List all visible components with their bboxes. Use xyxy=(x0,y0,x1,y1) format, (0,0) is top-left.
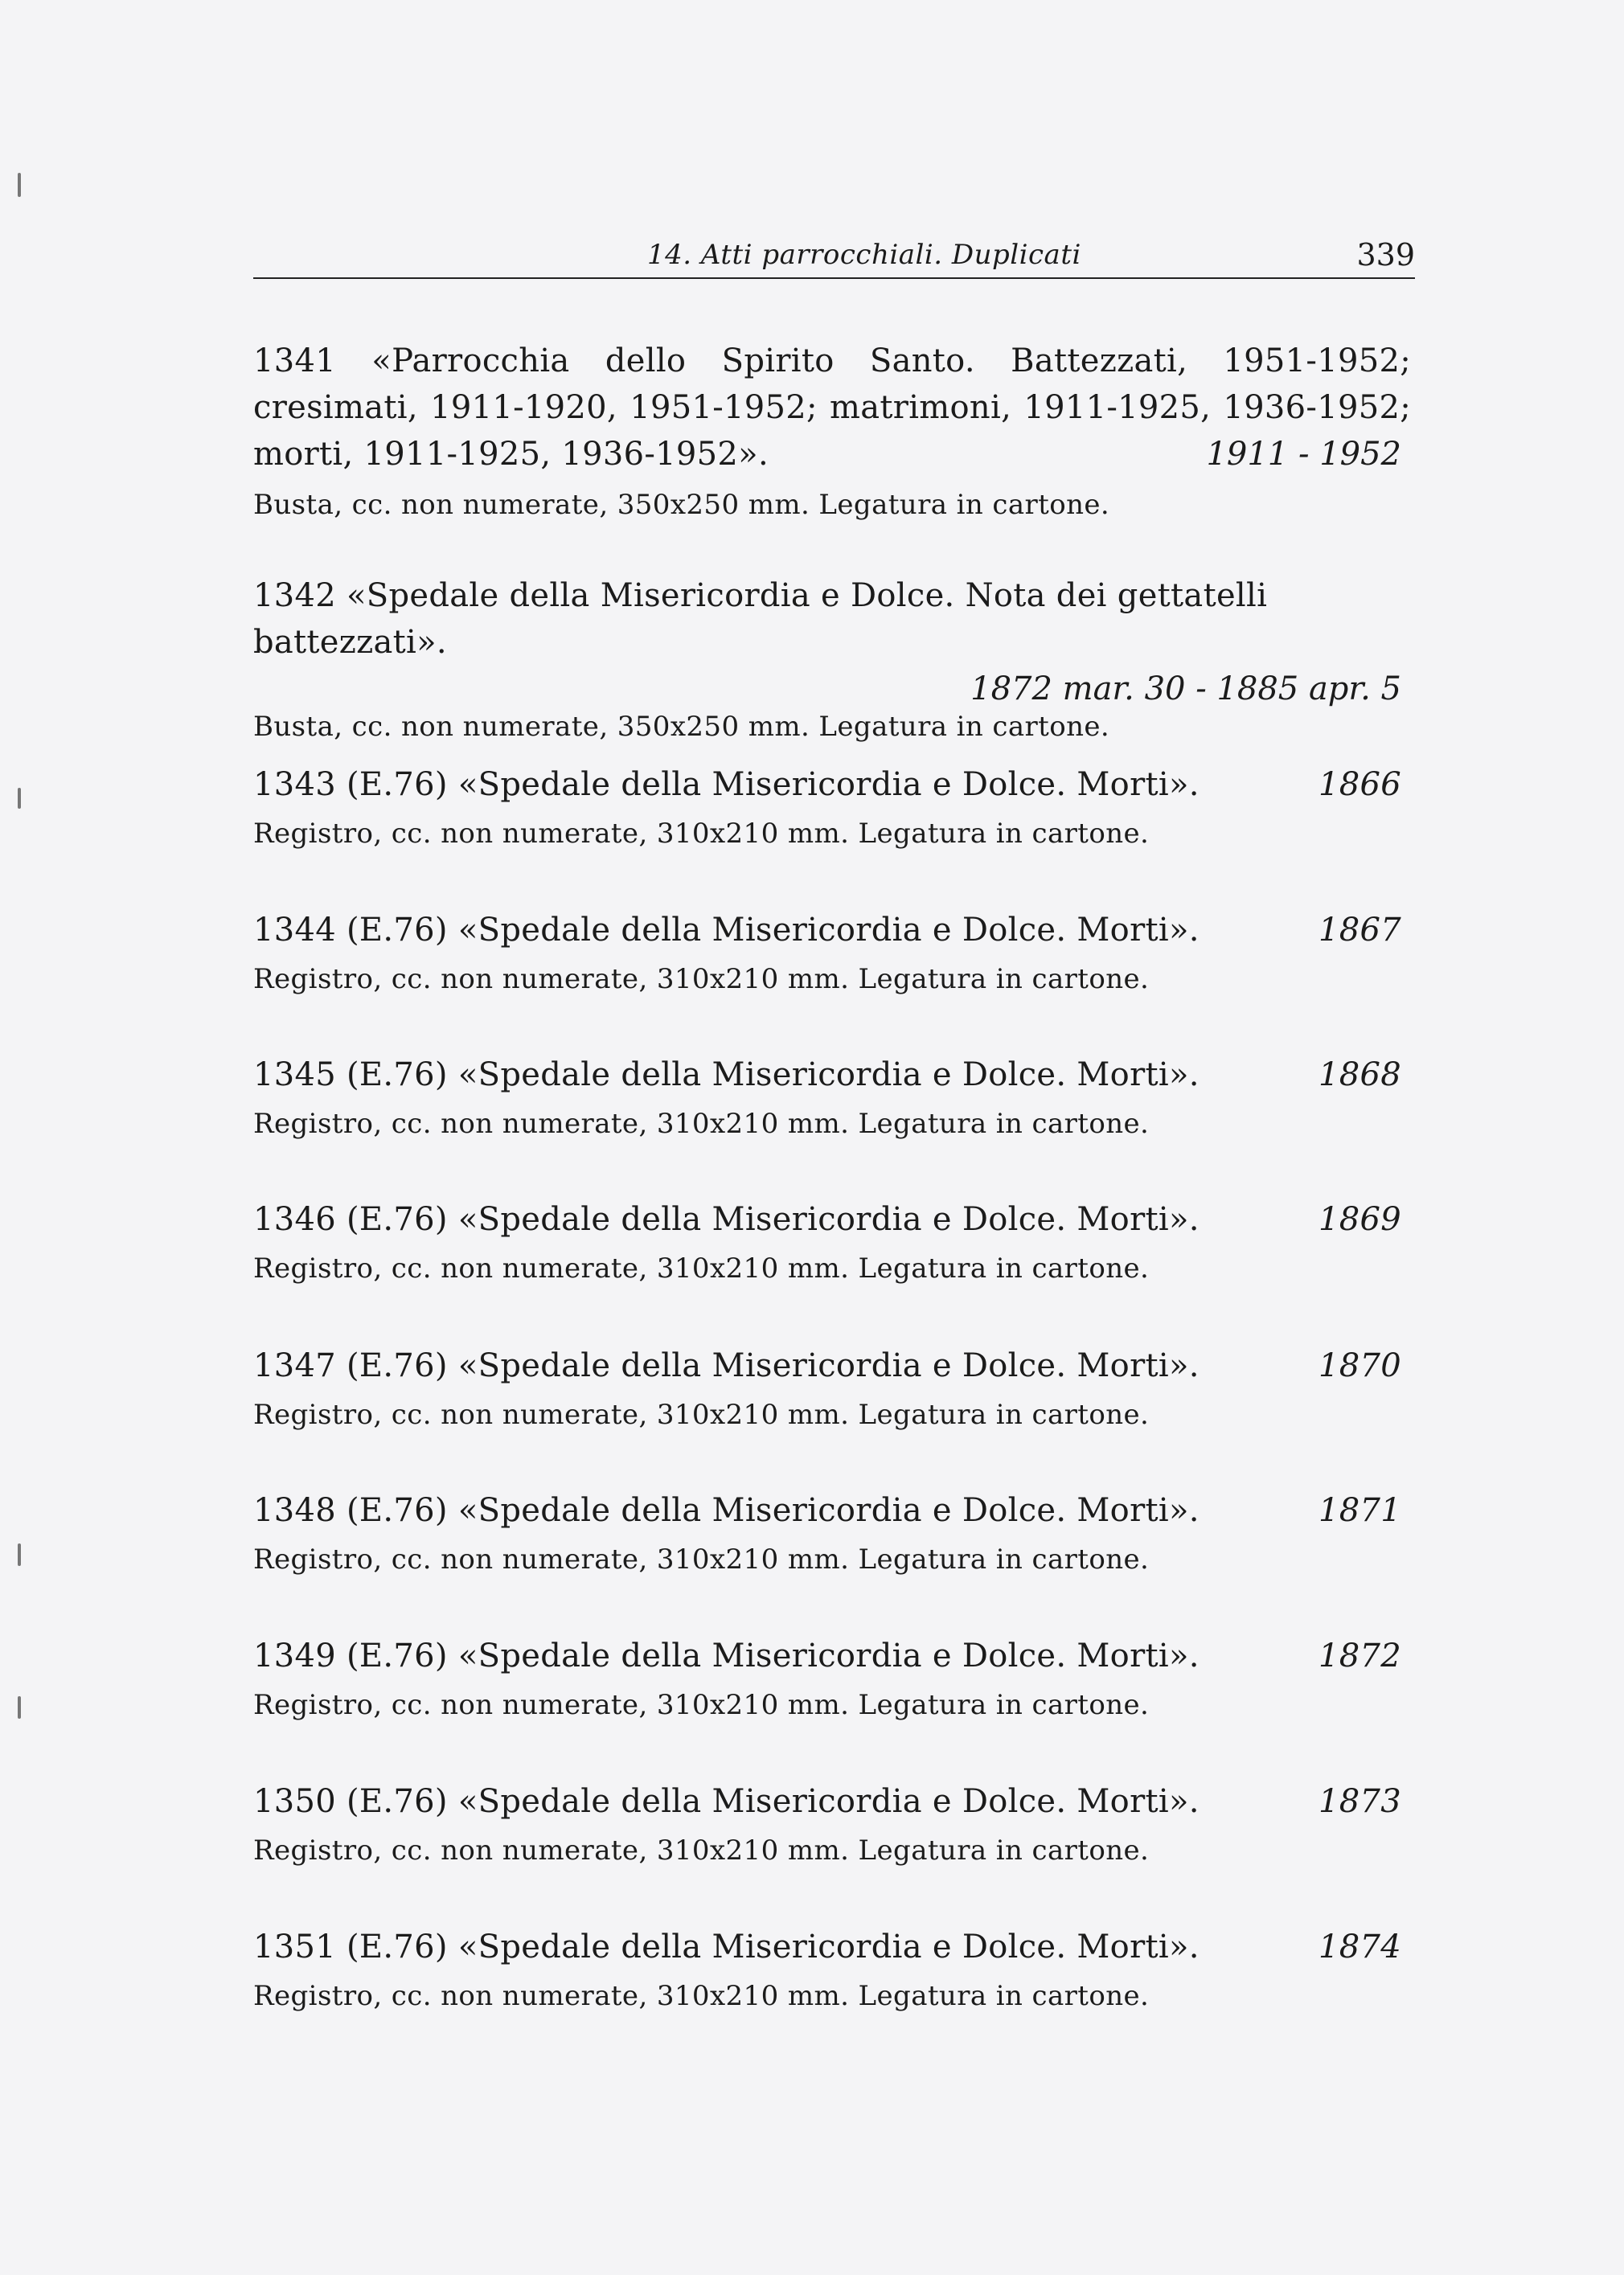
catalog-entry xyxy=(253,1778,1411,1870)
entry-date: 1866 xyxy=(1318,766,1401,803)
entry-date: 1870 xyxy=(1318,1347,1401,1384)
entry-title-line xyxy=(253,1342,1411,1389)
entry-date: 1868 xyxy=(1318,1056,1401,1093)
scan-mark xyxy=(18,788,21,809)
entry-date: 1867 xyxy=(1318,912,1401,949)
catalog-entry xyxy=(253,1196,1411,1288)
entry-title-line xyxy=(253,1633,1411,1679)
entry-description: Busta, cc. non numerate, 350x250 mm. Legatura in cartone. xyxy=(253,711,1110,743)
catalog-entry xyxy=(253,761,1411,853)
entry-description: Registro, cc. non numerate, 310x210 mm. Legatura in cartone. xyxy=(253,1108,1150,1140)
entry-title: 1350 (E.76) «Spedale della Misericordia e Dolce. Morti». xyxy=(253,1783,1200,1820)
entry-title: 1345 (E.76) «Spedale della Misericordia e Dolce. Morti». xyxy=(253,1056,1200,1093)
catalog-entry xyxy=(253,907,1411,998)
entry-description: Registro, cc. non numerate, 310x210 mm. Legatura in cartone. xyxy=(253,1834,1150,1867)
scan-mark xyxy=(18,1543,21,1566)
catalog-entry xyxy=(253,572,1411,746)
scan-mark xyxy=(18,1696,21,1719)
entry-description: Registro, cc. non numerate, 310x210 mm. Legatura in cartone. xyxy=(253,1399,1150,1431)
entry-title: 1348 (E.76) «Spedale della Misericordia e Dolce. Morti». xyxy=(253,1492,1200,1529)
entry-title-line xyxy=(253,1051,1411,1098)
entry-date: 1911 - 1952 xyxy=(1206,436,1401,473)
entry-description: Registro, cc. non numerate, 310x210 mm. Legatura in cartone. xyxy=(253,1252,1150,1285)
entry-date: 1869 xyxy=(1318,1201,1401,1238)
entry-description: Busta, cc. non numerate, 350x250 mm. Legatura in cartone. xyxy=(253,489,1110,521)
running-title: 14. Atti parrocchiali. Duplicati xyxy=(647,239,1081,271)
catalog-entry xyxy=(253,1633,1411,1724)
entry-date: 1873 xyxy=(1318,1783,1401,1820)
catalog-entry xyxy=(253,1487,1411,1579)
entry-description: Registro, cc. non numerate, 310x210 mm. Legatura in cartone. xyxy=(253,1689,1150,1721)
entry-title-line xyxy=(253,1196,1411,1243)
catalog-entry xyxy=(253,1924,1411,2015)
entry-description: Registro, cc. non numerate, 310x210 mm. Legatura in cartone. xyxy=(253,1980,1150,2012)
page-number: 339 xyxy=(1356,237,1415,273)
entry-description: Registro, cc. non numerate, 310x210 mm. Legatura in cartone. xyxy=(253,818,1150,850)
catalog-entry xyxy=(253,1342,1411,1434)
entry-date: 1874 xyxy=(1318,1929,1401,1966)
entry-date: 1872 xyxy=(1318,1638,1401,1674)
entry-title: 1351 (E.76) «Spedale della Misericordia e Dolce. Morti». xyxy=(253,1929,1200,1966)
entry-description: Registro, cc. non numerate, 310x210 mm. Legatura in cartone. xyxy=(253,963,1150,995)
entry-title-line xyxy=(253,761,1411,808)
entry-title: 1343 (E.76) «Spedale della Misericordia e Dolce. Morti». xyxy=(253,766,1200,803)
entry-date: 1871 xyxy=(1318,1492,1401,1529)
entry-title: 1347 (E.76) «Spedale della Misericordia e Dolce. Morti». xyxy=(253,1347,1200,1384)
entry-date: 1872 mar. 30 - 1885 apr. 5 xyxy=(970,670,1401,707)
entry-title: 1346 (E.76) «Spedale della Misericordia e Dolce. Morti». xyxy=(253,1201,1200,1238)
entry-title-line xyxy=(253,907,1411,953)
entry-title-line xyxy=(253,1778,1411,1825)
entry-title-line xyxy=(253,1924,1411,1970)
entry-title: 1342 «Spedale della Misericordia e Dolce. Nota dei gettatelli battezzati». xyxy=(253,577,1268,661)
running-header xyxy=(253,237,1415,279)
catalog-entry xyxy=(253,1051,1411,1143)
entry-title: 1349 (E.76) «Spedale della Misericordia e Dolce. Morti». xyxy=(253,1638,1200,1674)
scan-mark xyxy=(18,173,21,197)
catalog-entry xyxy=(253,338,1411,524)
entry-title: 1341 «Parrocchia dello Spirito Santo. Battezzati, 1951-1952; cresimati, 1911-1920, 1951-1952; matrimoni, 1911-1925, 1936-1952; morti, 1911-1925, 1936-1952». xyxy=(253,342,1411,473)
entry-title: 1344 (E.76) «Spedale della Misericordia e Dolce. Morti». xyxy=(253,912,1200,949)
entry-title-line xyxy=(253,1487,1411,1534)
entry-description: Registro, cc. non numerate, 310x210 mm. Legatura in cartone. xyxy=(253,1543,1150,1576)
